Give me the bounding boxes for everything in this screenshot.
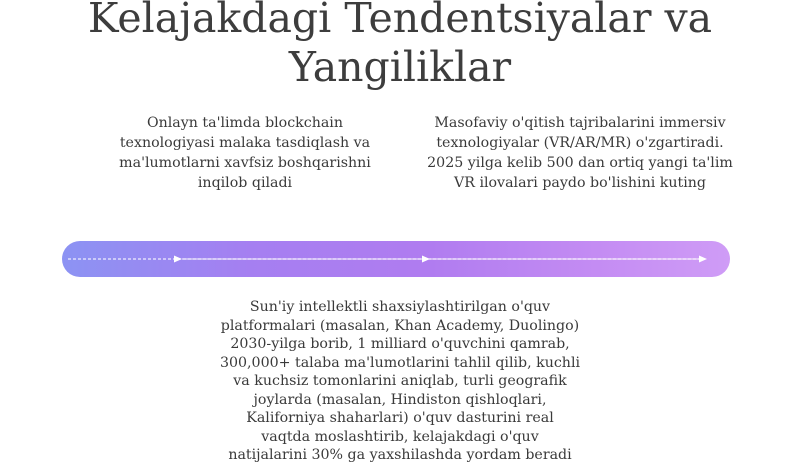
text-line: inqilob qiladi	[197, 175, 293, 191]
arrow-head-icon	[174, 256, 182, 263]
text-line: texnologiyalar (VR/AR/MR) o'zgartiradi.	[436, 135, 724, 151]
timeline-arrows	[62, 241, 730, 277]
text-line: Kaliforniya shaharlari) o'quv dasturini real	[246, 410, 554, 426]
text-line: joylarda (masalan, Hindiston qishloqlari,	[253, 391, 547, 408]
arrow-head-icon	[422, 256, 430, 263]
text-line: Masofaviy o'qitish tajribalarini immersiv	[434, 115, 726, 131]
text-line: 300,000+ talaba ma'lumotlarini tahlil qilib, kuchli	[219, 354, 581, 371]
page-title-line-1: Kelajakdagi Tendentsiyalar va	[87, 0, 713, 42]
text-line: 2030-yilga borib, 1 milliard o'quvchini qamrab,	[230, 336, 570, 352]
text-line: Onlayn ta'limda blockchain	[147, 115, 343, 131]
text-line: platformalari (masalan, Khan Academy, Duolingo)	[220, 317, 580, 334]
text-line: va kuchsiz tomonlarini aniqlab, turli geografik	[233, 373, 567, 389]
text-line: vaqtda moslashtirib, kelajakdagi o'quv	[261, 428, 539, 445]
text-line: Sun'iy intellektli shaxsiylashtirilgan o'quv	[249, 299, 551, 315]
text-line: VR ilovalari paydo bo'lishini kuting	[454, 175, 706, 191]
timeline-bar	[62, 241, 730, 277]
page-title	[0, 0, 800, 92]
arrow-head-icon	[699, 256, 707, 263]
text-line: texnologiyasi malaka tasdiqlash va	[119, 135, 371, 151]
text-line: 2025 yilga kelib 500 dan ortiq yangi ta'lim	[427, 155, 733, 171]
text-line: natijalarini 30% ga yaxshilashda yordam beradi	[228, 447, 572, 463]
trend-ai-personalization	[200, 298, 600, 465]
text-line: ma'lumotlarni xavfsiz boshqarishni	[119, 155, 371, 171]
page-title-line-2: Yangiliklar	[288, 43, 512, 91]
trend-blockchain	[100, 113, 390, 193]
trend-immersive-tech	[415, 113, 745, 193]
